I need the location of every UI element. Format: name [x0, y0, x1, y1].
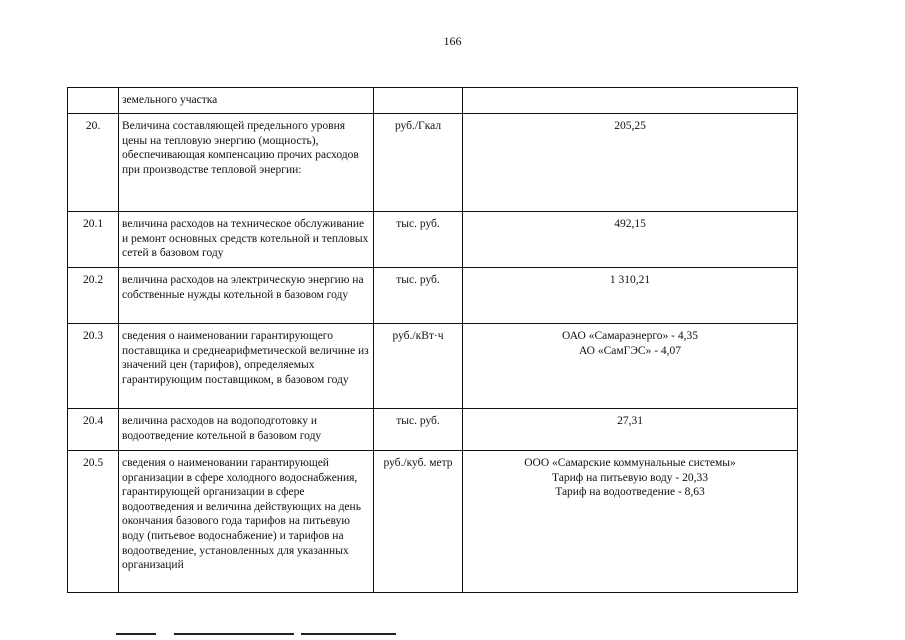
- row-number: 20.1: [68, 212, 119, 268]
- value-line: 205,25: [614, 120, 646, 132]
- row-number: 20.3: [68, 324, 119, 409]
- row-number: 20.2: [68, 268, 119, 324]
- row-description: сведения о наименовании гарантирующего поставщика и среднеарифметической величине из значений цен (тарифов), определяемых гарантирующим поставщиком, в базовом году: [119, 324, 374, 409]
- table-row: [68, 409, 798, 451]
- row-unit: руб./Гкал: [374, 114, 463, 212]
- table-row: [68, 114, 798, 212]
- row-description: сведения о наименовании гарантирующей организации в сфере холодного водоснабжения, гарантирующей организации в сфере водоотведения и величина действующих на день окончания базового года тарифов на питьевую воду (питьевое водоснабжение) и тарифов на водоотведение, установленных для указанных организаций: [119, 451, 374, 593]
- table-row: [68, 212, 798, 268]
- row-value: [463, 324, 798, 409]
- value-line: 492,15: [614, 218, 646, 230]
- separator-dash: [116, 633, 156, 635]
- footer-separator: [116, 633, 416, 635]
- row-unit: руб./куб. метр: [374, 451, 463, 593]
- row-number: 20.: [68, 114, 119, 212]
- row-value: [463, 212, 798, 268]
- row-value: [463, 451, 798, 593]
- table-row: [68, 268, 798, 324]
- row-unit: тыс. руб.: [374, 409, 463, 451]
- row-description: величина расходов на электрическую энергию на собственные нужды котельной в базовом году: [119, 268, 374, 324]
- row-number: 20.4: [68, 409, 119, 451]
- row-description: величина расходов на техническое обслуживание и ремонт основных средств котельной и тепловых сетей в базовом году: [119, 212, 374, 268]
- page-number: 166: [443, 34, 462, 48]
- row-description: величина расходов на водоподготовку и водоотведение котельной в базовом году: [119, 409, 374, 451]
- row-unit: [374, 88, 463, 114]
- table-row: [68, 324, 798, 409]
- row-unit: тыс. руб.: [374, 268, 463, 324]
- table-row: [68, 451, 798, 593]
- value-line: ОАО «Самараэнерго» - 4,35: [562, 330, 698, 342]
- row-description: земельного участка: [119, 88, 374, 114]
- value-line: АО «СамГЭС» - 4,07: [578, 344, 682, 357]
- value-line: 27,31: [617, 415, 643, 427]
- tariff-table: [67, 87, 798, 593]
- table-row: [68, 88, 798, 114]
- row-number: [68, 88, 119, 114]
- separator-dash: [301, 633, 396, 635]
- value-line: 1 310,21: [609, 274, 651, 286]
- value-line: Тариф на питьевую воду - 20,33: [552, 471, 708, 484]
- row-value: [463, 114, 798, 212]
- row-value: [463, 409, 798, 451]
- separator-dash: [232, 633, 294, 635]
- row-unit: тыс. руб.: [374, 212, 463, 268]
- value-line: Тариф на водоотведение - 8,63: [555, 486, 705, 499]
- row-number: 20.5: [68, 451, 119, 593]
- row-value: [463, 268, 798, 324]
- row-value: [463, 88, 798, 114]
- row-description: Величина составляющей предельного уровня цены на тепловую энергию (мощность), обеспечивающая компенсацию прочих расходов при производстве тепловой энергии:: [119, 114, 374, 212]
- value-line: ООО «Самарские коммунальные системы»: [524, 457, 736, 469]
- row-unit: руб./кВт·ч: [374, 324, 463, 409]
